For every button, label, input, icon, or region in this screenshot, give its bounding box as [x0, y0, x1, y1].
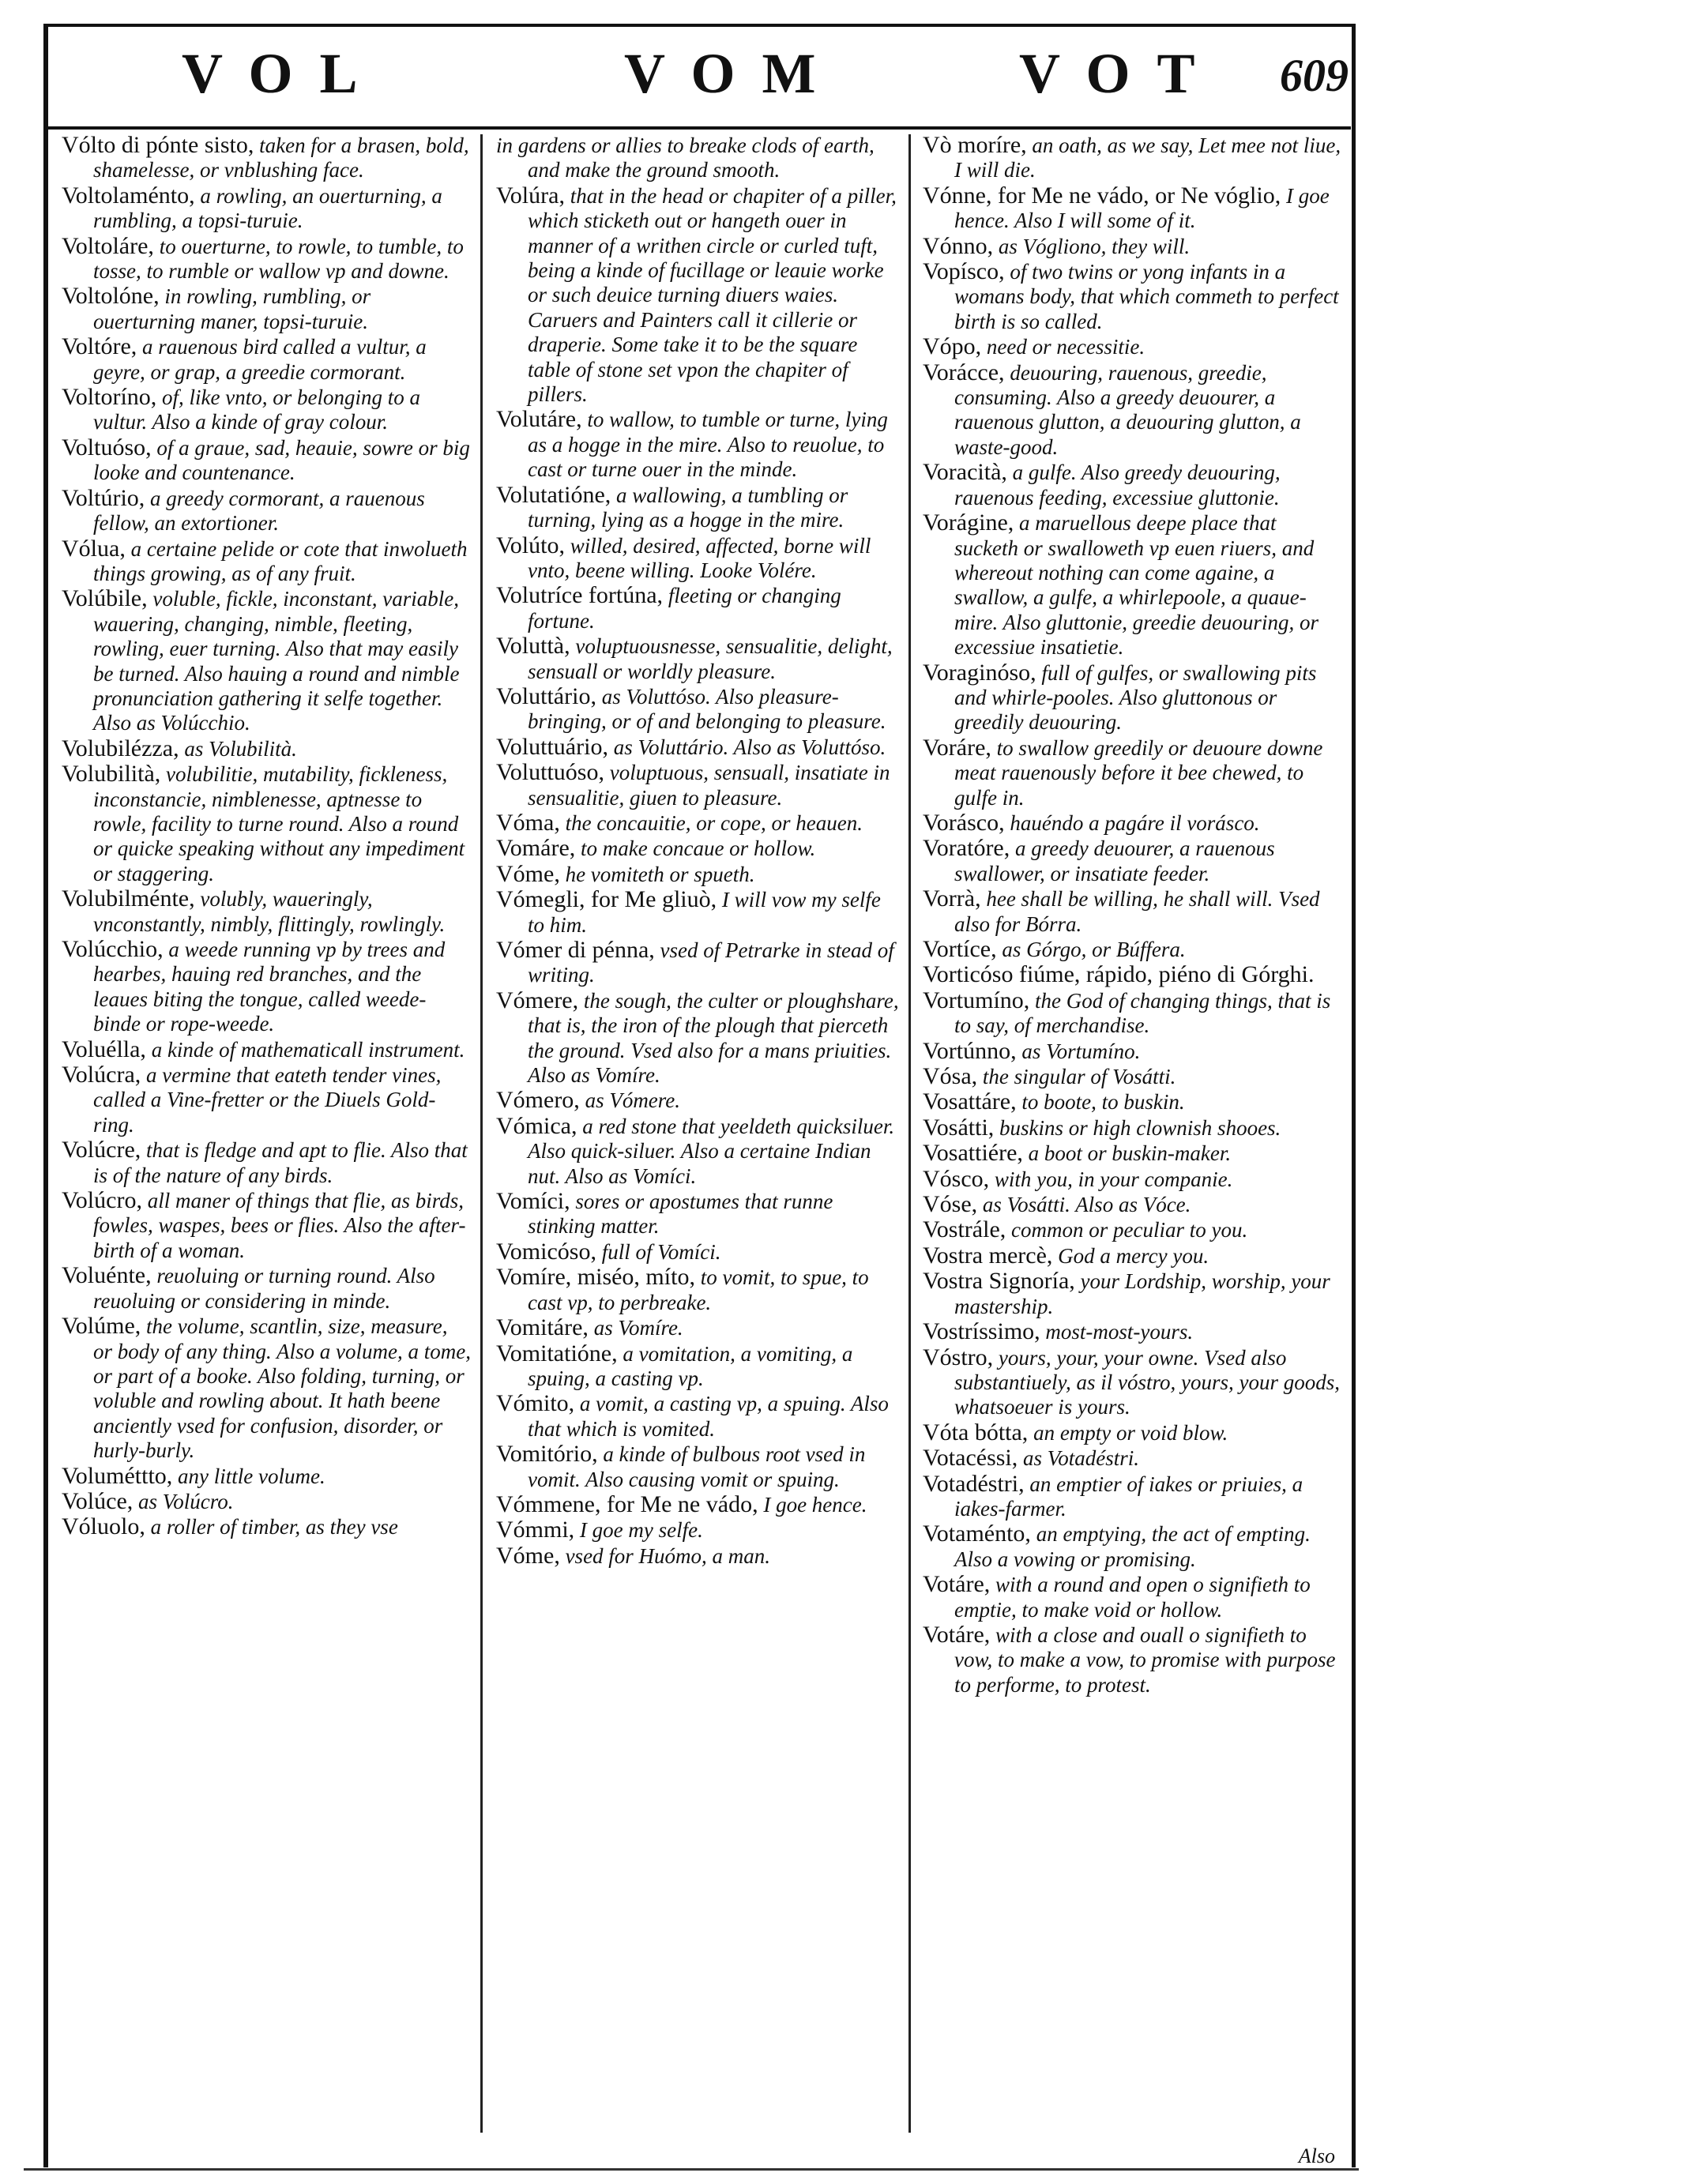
entry-headword: Vorrà,	[923, 885, 981, 912]
entry-definition: as Vómere.	[579, 1088, 681, 1113]
entry-headword: Vóme,	[496, 860, 560, 887]
entry-headword: Vósco,	[923, 1165, 990, 1192]
dictionary-entry	[923, 1064, 1341, 1089]
entry-definition: as Vógliono, they will.	[993, 234, 1191, 258]
entry-definition: with a close and ouall o signifieth to vow, to make a vow, to promise with purpose to performe, to protest.	[954, 1622, 1336, 1697]
entry-definition: I goe hence.	[758, 1492, 867, 1517]
column-divider-2	[908, 134, 911, 2133]
entry-headword: Volúcro,	[62, 1187, 142, 1214]
dictionary-entry	[923, 1521, 1341, 1572]
entry-definition: a certaine pelide or cote that inwolueth things growing, as of any fruit.	[93, 536, 468, 585]
dictionary-entry	[923, 1115, 1341, 1141]
entry-headword: Vomitório,	[496, 1441, 598, 1468]
entry-definition: a boot or buskin-maker.	[1022, 1141, 1232, 1166]
dictionary-entry	[496, 633, 902, 684]
entry-definition: a greedy deuourer, a rauenous swallower, or insatiate feeder.	[954, 836, 1275, 885]
dictionary-entry	[496, 760, 902, 810]
entry-definition: the God of changing things, that is to say, of merchandise.	[954, 988, 1331, 1038]
entry-definition: fleeting or changing fortune.	[528, 584, 841, 633]
entry-headword: Vómmene, for Me ne vádo,	[496, 1490, 758, 1517]
entry-headword: Volubilménte,	[62, 885, 195, 912]
entry-headword: Votacéssi,	[923, 1445, 1018, 1472]
entry-definition: a greedy cormorant, a rauenous fellow, an extortioner.	[93, 486, 425, 536]
entry-definition: common or peculiar to you.	[1006, 1218, 1248, 1242]
dictionary-entry	[923, 1243, 1341, 1269]
dictionary-entry	[923, 988, 1341, 1039]
entry-definition: voluble, fickle, inconstant, variable, wauering, changing, nimble, fleeting, rowling, euer turning. Also that may easily be turned. Also hauing a round and nimble pronunciation gathering it selfe together. Also as Volúcchio.	[93, 587, 460, 735]
entry-definition: as Vosátti. Also as Vóce.	[977, 1193, 1191, 1217]
entry-definition: an oath, as we say, Let mee not liue, I will die.	[954, 133, 1341, 182]
entry-headword: Vortíce,	[923, 936, 997, 962]
entry-definition: volubilitie, mutability, fickleness, inconstancie, nimblenesse, aptnesse to rowle, facility to turne round. Also a round or quicke speaking without any impediment or staggering.	[93, 762, 465, 885]
dictionary-entry	[496, 1391, 902, 1442]
entry-headword: Vortumíno,	[923, 987, 1030, 1013]
entry-headword: Voltuóso,	[62, 434, 152, 460]
dictionary-entry	[923, 836, 1341, 886]
entry-definition: an emptying, the act of empting. Also a vowing or promising.	[954, 1522, 1311, 1571]
entry-headword: Vorácce,	[923, 359, 1005, 385]
entry-definition: vsed of Petrarke in stead of writing.	[528, 938, 894, 987]
dictionary-entry	[923, 886, 1341, 937]
entry-definition: God a mercy you.	[1052, 1243, 1209, 1268]
dictionary-entry	[496, 887, 902, 938]
entry-definition: hee shall be willing, he shall will. Vsed also for Bórra.	[954, 887, 1320, 936]
entry-headword: Voluélla,	[62, 1036, 146, 1062]
dictionary-entry	[62, 1263, 471, 1314]
dictionary-entry	[496, 1442, 902, 1492]
entry-headword: Vomicóso,	[496, 1238, 596, 1265]
entry-definition: I goe my selfe.	[574, 1518, 703, 1543]
dictionary-entry	[496, 483, 902, 533]
entry-definition: taken for a brasen, bold, shamelesse, or vnblushing face.	[93, 133, 469, 182]
entry-definition: a vermine that eateth tender vines, called a Vine-fretter or the Diuels Gold-ring.	[93, 1063, 442, 1137]
dictionary-entry	[496, 1265, 902, 1315]
entry-headword: Vosattiére,	[923, 1140, 1023, 1167]
entry-headword: Vópo,	[923, 333, 982, 360]
dictionary-entry	[496, 810, 902, 836]
entry-definition: hauéndo a pagáre il vorásco.	[1004, 810, 1260, 835]
entry-definition: a gulfe. Also greedy deuouring, rauenous feeding, excessiue gluttonie.	[954, 460, 1281, 509]
entry-headword: Vómegli, for Me gliuò,	[496, 886, 717, 913]
dictionary-entry	[496, 533, 902, 584]
dictionary-entry	[923, 460, 1341, 510]
dictionary-entry	[62, 1188, 471, 1263]
dictionary-entry	[62, 886, 471, 937]
entry-headword: Volúme,	[62, 1313, 141, 1340]
entry-headword: Vólua,	[62, 535, 126, 562]
entry-headword: Vólto di pónte sisto,	[62, 133, 254, 158]
entry-definition: as Vortumíno.	[1016, 1039, 1141, 1063]
entry-headword: Votáre,	[923, 1571, 991, 1598]
dictionary-entry	[923, 1572, 1341, 1622]
entry-definition: the volume, scantlin, size, measure, or body of any thing. Also a volume, a tome, or part of a booke. Also folding, turning, or voluble and rowling about. It hath beene anciently vsed for confusion, disorder, or hurly-burly.	[93, 1314, 471, 1463]
entry-headword: Votáre,	[923, 1621, 991, 1648]
entry-definition: full of gulfes, or swallowing pits and whirle-pooles. Also gluttonous or greedily deuouring.	[954, 660, 1317, 735]
entry-headword: Voltolóne,	[62, 283, 160, 310]
dictionary-column-3	[923, 133, 1341, 2139]
dictionary-entry	[496, 583, 902, 633]
dictionary-entry	[923, 259, 1341, 334]
entry-definition: in gardens or allies to breake clods of earth, and make the ground smooth.	[496, 133, 875, 182]
dictionary-entry	[62, 536, 471, 587]
entry-definition: a vomitation, a vomiting, a spuing, a casting vp.	[528, 1341, 853, 1390]
entry-definition: I will vow my selfe to him.	[528, 888, 881, 937]
entry-definition: with a round and open o signifieth to emptie, to make void or hollow.	[954, 1573, 1311, 1622]
entry-headword: Vóluolo,	[62, 1513, 145, 1540]
dictionary-entry	[923, 1622, 1341, 1697]
entry-definition: buskins or high clownish shooes.	[994, 1115, 1281, 1140]
entry-definition: a rauenous bird called a vultur, a geyre, or grap, a greedie cormorant.	[93, 335, 427, 384]
dictionary-entry	[923, 1269, 1341, 1319]
dictionary-entry	[496, 407, 902, 482]
entry-definition: the singular of Vosátti.	[977, 1065, 1176, 1089]
dictionary-entry	[496, 836, 902, 861]
dictionary-entry	[923, 1345, 1341, 1420]
dictionary-entry	[496, 938, 902, 988]
entry-definition: an emptier of iakes or priuies, a iakes-farmer.	[954, 1472, 1303, 1521]
entry-definition: to vomit, to spue, to cast vp, to perbreake.	[528, 1265, 869, 1314]
entry-headword: Vónne, for Me ne vádo, or Ne vóglio,	[923, 182, 1281, 209]
entry-headword: Volúbile,	[62, 585, 148, 612]
entry-headword: Volutáre,	[496, 406, 582, 433]
dictionary-entry	[496, 1492, 902, 1517]
entry-headword: Vómere,	[496, 987, 579, 1013]
entry-definition: a roller of timber, as they vse	[145, 1515, 398, 1539]
entry-headword: Vosattáre,	[923, 1088, 1017, 1115]
entry-definition: as Voluttário. Also as Voluttóso.	[608, 735, 886, 759]
entry-headword: Voluttuário,	[496, 733, 608, 760]
entry-headword: Voltoríno,	[62, 384, 157, 411]
dictionary-entry	[62, 284, 471, 334]
entry-definition: as Volubilità.	[179, 736, 297, 761]
entry-definition: as Górgo, or Búffera.	[996, 938, 1186, 961]
entry-definition: to boote, to buskin.	[1016, 1090, 1185, 1115]
dictionary-entry	[62, 234, 471, 284]
dictionary-entry	[923, 810, 1341, 836]
dictionary-entry	[62, 334, 471, 385]
dictionary-entry	[923, 1420, 1341, 1445]
dictionary-entry	[496, 1189, 902, 1239]
running-head-middle: VOM	[624, 42, 843, 105]
dictionary-entry	[62, 1037, 471, 1062]
entry-definition: volubly, waueringly, vnconstantly, nimbly, flittingly, rowlingly.	[93, 887, 446, 936]
entry-definition: voluptuousnesse, sensualitie, delight, sensuall or worldly pleasure.	[528, 634, 893, 683]
entry-headword: Voluméttto,	[62, 1462, 173, 1489]
entry-definition: a kinde of mathematicall instrument.	[145, 1037, 465, 1062]
catchword: Also	[1298, 2145, 1335, 2167]
entry-headword: Vomíre, miséo, míto,	[496, 1264, 695, 1291]
dictionary-entry	[496, 1114, 902, 1189]
dictionary-entry	[62, 1137, 471, 1188]
entry-definition: he vomiteth or spueth.	[559, 862, 755, 886]
entry-headword: Vóta bótta,	[923, 1419, 1029, 1445]
entry-definition: all maner of things that flie, as birds, fowles, waspes, bees or flies. Also the after-birth of a woman.	[93, 1189, 466, 1262]
dictionary-entry	[923, 234, 1341, 259]
dictionary-entry	[496, 862, 902, 887]
entry-headword: Voracità,	[923, 459, 1007, 486]
entry-definition: in rowling, rumbling, or ouerturning maner, topsi-turuie.	[93, 284, 371, 333]
dictionary-entry	[496, 988, 902, 1088]
dictionary-entry	[496, 1543, 902, 1569]
entry-definition: a vomit, a casting vp, a spuing. Also that which is vomited.	[528, 1392, 889, 1441]
entry-definition: a wallowing, a tumbling or turning, lying as a hogge in the mire.	[528, 483, 848, 532]
entry-definition: to wallow, to tumble or turne, lying as a hogge in the mire. Also to reuolue, to cast or turne ouer in the minde.	[528, 408, 888, 482]
entry-definition: of, like vnto, or belonging to a vultur. Also a kinde of gray colour.	[93, 385, 420, 434]
dictionary-entry	[62, 435, 471, 486]
dictionary-entry	[496, 133, 902, 183]
entry-headword: Vomáre,	[496, 835, 576, 862]
dictionary-entry	[496, 1517, 902, 1543]
entry-headword: Vónno,	[923, 232, 994, 259]
entry-headword: Voratóre,	[923, 835, 1010, 862]
entry-headword: Vósa,	[923, 1063, 978, 1090]
entry-definition: yours, your, your owne. Vsed also substantiuely, as il vóstro, yours, your goods, whatsoeuer is yours.	[954, 1345, 1341, 1419]
entry-headword: Volúcre,	[62, 1137, 141, 1163]
entry-headword: Volúto,	[496, 532, 565, 558]
entry-headword: Vorticóso fiúme, rápido, piéno di Górghi.	[923, 961, 1315, 988]
entry-definition: to ouerturne, to rowle, to tumble, to tosse, to rumble or wallow vp and downe.	[93, 234, 464, 284]
entry-definition: of two twins or yong infants in a womans body, that which commeth to perfect birth is so called.	[954, 260, 1339, 333]
entry-definition: most-most-yours.	[1040, 1320, 1194, 1344]
entry-definition: that is fledge and apt to flie. Also that is of the nature of any birds.	[93, 1138, 468, 1187]
dictionary-entry	[496, 1341, 902, 1392]
entry-headword: Volutatióne,	[496, 481, 611, 508]
entry-definition: deuouring, rauenous, greedie, consuming. Also a greedy deuourer, a rauenous glutton, a deuouring glutton, a waste-good.	[954, 360, 1301, 459]
entry-definition: a weede running vp by trees and hearbes, hauing red branches, and the leaues biting the tongue, called weede-binde or rope-weede.	[93, 938, 446, 1036]
running-head-left: VOL	[182, 42, 385, 105]
dictionary-entry	[62, 937, 471, 1037]
dictionary-entry	[496, 1239, 902, 1265]
entry-definition: full of Vomíci.	[596, 1239, 721, 1264]
dictionary-entry	[62, 183, 471, 234]
entry-definition: as Vomíre.	[588, 1316, 683, 1340]
footer-rule	[24, 2168, 1359, 2171]
entry-headword: Voltolaménto,	[62, 182, 195, 209]
entry-headword: Voluttário,	[496, 682, 596, 709]
entry-headword: Volubilézza,	[62, 735, 179, 761]
dictionary-entry	[62, 486, 471, 536]
dictionary-entry	[923, 1319, 1341, 1344]
dictionary-entry	[62, 385, 471, 435]
entry-headword: Vò moríre,	[923, 133, 1027, 158]
entry-definition: a maruellous deepe place that sucketh or swalloweth vp euen riuers, and whereout nothing can come againe, a swallow, a gulfe, a whirlepoole, a quaue-mire. Also gluttonie, greedie deuouring, or excessiue insatietie.	[954, 511, 1318, 660]
dictionary-entry	[923, 183, 1341, 234]
entry-headword: Vómica,	[496, 1112, 577, 1139]
entry-headword: Voluénte,	[62, 1262, 152, 1289]
dictionary-entry	[923, 1472, 1341, 1522]
entry-definition: a kinde of bulbous root vsed in vomit. Also causing vomit or spuing.	[528, 1442, 866, 1491]
entry-definition: reuoluing or turning round. Also reuoluing or considering in minde.	[93, 1264, 435, 1313]
entry-definition: as Votadéstri.	[1018, 1446, 1140, 1471]
entry-definition: willed, desired, affected, borne will vnto, beene willing. Looke Volére.	[528, 533, 871, 582]
entry-definition: to make concaue or hollow.	[575, 836, 816, 861]
entry-headword: Vómer di pénna,	[496, 937, 655, 963]
entry-headword: Vostra Signoría,	[923, 1268, 1075, 1295]
entry-headword: Volúra,	[496, 182, 565, 209]
entry-headword: Vomitáre,	[496, 1314, 589, 1341]
entry-headword: Votaménto,	[923, 1521, 1031, 1547]
dictionary-entry	[923, 937, 1341, 962]
page-number: 609	[1280, 50, 1349, 101]
dictionary-entry	[496, 1315, 902, 1340]
dictionary-entry	[62, 133, 471, 183]
dictionary-column-1	[62, 133, 471, 2139]
dictionary-entry	[62, 736, 471, 761]
dictionary-entry	[923, 1217, 1341, 1242]
entry-headword: Volúcchio,	[62, 936, 164, 962]
dictionary-column-2	[496, 133, 902, 2139]
header-rule	[43, 126, 1351, 130]
entry-headword: Votadéstri,	[923, 1470, 1025, 1497]
dictionary-entry	[496, 1088, 902, 1113]
entry-headword: Voraginóso,	[923, 659, 1036, 686]
entry-headword: Vómero,	[496, 1087, 580, 1114]
entry-headword: Volubilità,	[62, 761, 161, 788]
column-divider-1	[480, 134, 483, 2133]
running-head-right: VOT	[1019, 42, 1222, 105]
entry-definition: vsed for Huómo, a man.	[559, 1543, 771, 1568]
entry-definition: any little volume.	[172, 1464, 325, 1488]
entry-definition: that in the head or chapiter of a piller, which sticketh out or hangeth ouer in manner of a writhen circle or curled tuft, being a kinde of fucillage or leauie worke or such deuice turning diuers waies. Caruers and Painters call it cillerie or draperie. Some take it to be the square table of stone set vpon the chapiter of pillers.	[528, 183, 897, 407]
entry-definition: your Lordship, worship, your mastership.	[954, 1269, 1330, 1318]
entry-definition: the concauitie, or cope, or heauen.	[559, 810, 863, 835]
entry-headword: Vóma,	[496, 809, 560, 836]
entry-headword: Vorágine,	[923, 509, 1014, 536]
dictionary-entry	[62, 1514, 471, 1539]
dictionary-entry	[62, 1314, 471, 1463]
dictionary-entry	[62, 1062, 471, 1137]
entry-definition: the sough, the culter or ploughshare, that is, the iron of the plough that pierceth the ground. Vsed also for a mans priuities. Also as Vomíre.	[528, 988, 899, 1088]
dictionary-entry	[496, 684, 902, 735]
entry-headword: Voluttà,	[496, 633, 570, 660]
entry-headword: Vostrále,	[923, 1216, 1006, 1243]
entry-headword: Vóse,	[923, 1191, 978, 1218]
entry-headword: Vóstro,	[923, 1344, 994, 1370]
dictionary-entry	[923, 1089, 1341, 1115]
entry-headword: Voluttuóso,	[496, 759, 604, 786]
entry-headword: Vosátti,	[923, 1114, 995, 1141]
dictionary-entry	[62, 1464, 471, 1489]
dictionary-entry	[923, 1167, 1341, 1192]
entry-headword: Voltóre,	[62, 333, 137, 360]
entry-headword: Voráre,	[923, 734, 991, 761]
entry-definition: sores or apostumes that runne stinking matter.	[528, 1190, 833, 1239]
entry-definition: need or necessitie.	[981, 335, 1145, 359]
entry-headword: Vomitatióne,	[496, 1340, 618, 1366]
entry-headword: Vostra mercè,	[923, 1242, 1053, 1269]
entry-headword: Vostríssimo,	[923, 1318, 1040, 1345]
entry-headword: Vorásco,	[923, 809, 1005, 836]
dictionary-entry	[923, 1141, 1341, 1166]
dictionary-entry	[923, 360, 1341, 460]
entry-definition: a rowling, an ouerturning, a rumbling, a topsi-turuie.	[93, 183, 442, 233]
dictionary-entry	[923, 510, 1341, 660]
dictionary-entry	[923, 735, 1341, 810]
dictionary-entry	[923, 133, 1341, 183]
entry-headword: Vortúnno,	[923, 1037, 1017, 1064]
entry-definition: as Volúcro.	[133, 1489, 234, 1513]
dictionary-entry	[62, 1489, 471, 1514]
dictionary-entry	[923, 1445, 1341, 1471]
entry-definition: a red stone that yeeldeth quicksiluer. Also quick-siluer. Also a certaine Indian nut. Also as Vomíci.	[528, 1114, 895, 1188]
dictionary-entry	[496, 183, 902, 408]
dictionary-entry	[923, 660, 1341, 735]
entry-headword: Voltoláre,	[62, 232, 154, 259]
entry-headword: Volutríce fortúna,	[496, 582, 664, 609]
entry-headword: Voltúrio,	[62, 484, 145, 511]
dictionary-entry	[923, 962, 1341, 987]
entry-definition: of a graue, sad, heauie, sowre or big looke and countenance.	[93, 435, 470, 485]
entry-definition: as Voluttóso. Also pleasure-bringing, or of and belonging to pleasure.	[528, 684, 886, 734]
entry-definition: voluptuous, sensuall, insatiate in sensualitie, giuen to pleasure.	[528, 761, 890, 810]
entry-headword: Vóme,	[496, 1542, 560, 1569]
dictionary-entry	[62, 586, 471, 735]
entry-headword: Volúcra,	[62, 1062, 141, 1088]
entry-headword: Vómito,	[496, 1390, 575, 1417]
entry-definition: to swallow greedily or deuoure downe meat rauenously before it bee chewed, to gulfe in.	[954, 735, 1323, 810]
entry-headword: Vopísco,	[923, 258, 1005, 285]
dictionary-entry	[923, 334, 1341, 359]
entry-definition: I goe hence. Also I will some of it.	[954, 183, 1330, 233]
dictionary-entry	[496, 735, 902, 760]
entry-headword: Volúce,	[62, 1487, 134, 1514]
entry-definition: an empty or void blow.	[1028, 1420, 1228, 1445]
dictionary-entry	[62, 761, 471, 886]
dictionary-entry	[923, 1192, 1341, 1217]
entry-headword: Vómmi,	[496, 1517, 575, 1543]
entry-headword: Vomíci,	[496, 1188, 570, 1215]
entry-definition: with you, in your companie.	[989, 1167, 1233, 1191]
dictionary-entry	[923, 1039, 1341, 1064]
